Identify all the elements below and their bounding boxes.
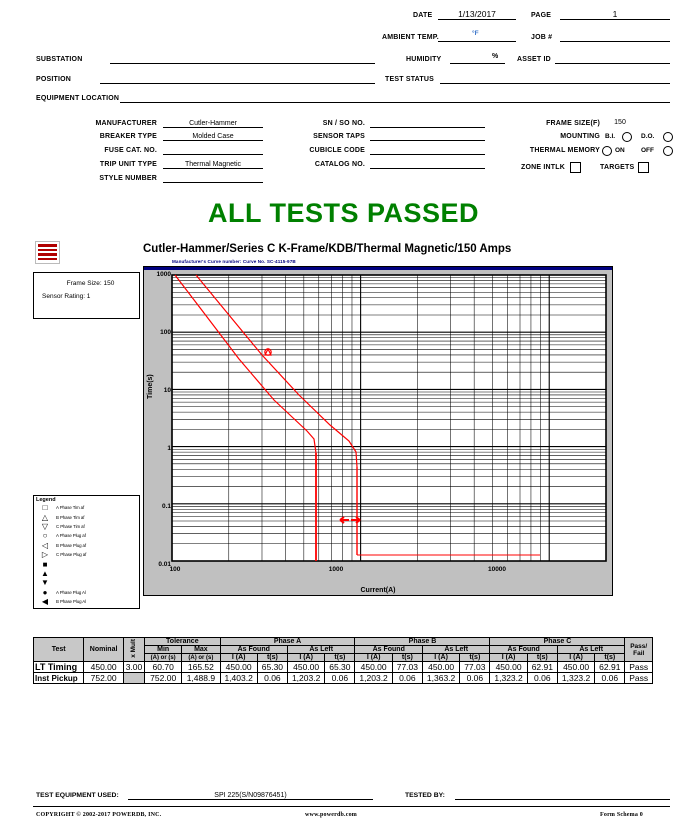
cubicle-code-field[interactable] [370,143,485,155]
cell-c-found-i: 450.00 [490,662,527,673]
cell-c-found-t: 0.06 [527,673,557,684]
trip-unit-value: Thermal Magnetic [184,161,242,168]
thermal-memory-off-label: OFF [641,147,654,154]
unit-max: (A) or (s) [182,654,220,662]
cell-max: 1,488.9 [182,673,220,684]
legend-item [34,559,139,568]
y-tick: 0.1 [161,503,171,510]
manufacturer-value: Cutler-Hammer [189,120,237,127]
filled-triangle-down-icon: ▼ [41,578,49,588]
cell-c-found-t: 62.91 [527,662,557,673]
col-a-as-found: As Found [220,646,287,654]
cell-b-left-t: 77.03 [460,662,490,673]
legend-title: Legend [36,497,56,503]
cell-a-left-i: 450.00 [288,662,325,673]
legend-item [34,578,139,587]
cell-a-left-i: 1,203.2 [288,673,325,684]
cell-b-left-i: 450.00 [422,662,459,673]
cell-c-left-i: 1,323.2 [557,673,594,684]
frame-info-box [33,272,140,319]
unit-c-left-i: I (A) [557,654,594,662]
frame-size-value: 150 [614,119,626,126]
legend-item [34,588,139,597]
thermal-memory-label: THERMAL MEMORY [529,147,600,154]
substation-field[interactable] [110,52,375,64]
zone-intlk-checkbox[interactable] [570,162,581,173]
mounting-bi-radio[interactable] [622,132,632,142]
job-label: JOB # [531,34,553,41]
humidity-unit: % [492,53,499,60]
chart-svg [144,267,612,595]
cell-a-found-t: 65.30 [257,662,287,673]
substation-label: SUBSTATION [36,56,83,63]
triangle-down-icon: ▽ [41,521,49,531]
fuse-cat-label: FUSE CAT. NO. [104,147,157,154]
test-status-field[interactable] [440,72,670,84]
test-equipment-field[interactable] [128,788,373,800]
test-status-label: TEST STATUS [385,76,434,83]
copyright-text: COPYRIGHT © 2002-2017 POWERDB, INC. [36,812,162,818]
legend-item-label: B Phase Plug af [56,542,86,548]
y-tick: 1000 [156,271,171,278]
sensor-rating-info: Sensor Rating: 1 [42,293,91,300]
form-schema-text: Form Schema 0 [600,812,643,818]
legend-item [34,503,139,512]
filled-triangle-left-icon: ◀ [41,597,49,607]
cell-result: Pass [625,662,653,673]
style-number-label: STYLE NUMBER [99,175,157,182]
list-icon-bar [38,249,57,251]
legend-item [34,597,139,606]
legend-item [34,522,139,531]
cell-a-left-t: 0.06 [325,673,355,684]
table-header-row-1 [34,638,653,646]
unit-min: (A) or (s) [145,654,182,662]
thermal-memory-on-radio[interactable] [602,146,612,156]
position-field[interactable] [100,72,375,84]
sensor-taps-field[interactable] [370,129,485,141]
cell-nominal: 752.00 [84,673,123,684]
cell-a-found-t: 0.06 [257,673,287,684]
cell-b-found-t: 77.03 [392,662,422,673]
unit-c-found-t: t(s) [527,654,557,662]
targets-label: TARGETS [600,164,635,171]
breaker-type-value: Molded Case [192,133,234,140]
legend-item [34,512,139,521]
manufacturer-label: MANUFACTURER [95,120,157,127]
square-icon: □ [42,503,48,513]
x-tick: 1000 [328,566,344,573]
page-field[interactable] [560,8,670,20]
cell-c-left-t: 0.06 [595,673,625,684]
cell-a-found-i: 450.00 [220,662,257,673]
x-tick: 100 [169,566,181,573]
tested-by-field[interactable] [455,788,670,800]
unit-b-left-i: I (A) [422,654,459,662]
filled-square-icon: ■ [42,559,48,569]
circle-icon: ○ [42,531,48,541]
col-phase-b: Phase B [355,638,490,646]
legend-item-label: C Phase Tim af [56,523,85,529]
legend-item-label: A Phase Plug af [56,533,86,539]
cell-nominal: 450.00 [84,662,123,673]
col-phase-c: Phase C [490,638,625,646]
date-field[interactable] [438,8,516,20]
triangle-up-icon: △ [41,512,49,522]
chart-subtitle: Manufacturer's Curve number: Curve No. SC-4115-97B [172,259,296,264]
x-tick: 10000 [487,566,507,573]
asset-id-label: ASSET ID [517,56,551,63]
filled-triangle-up-icon: ▲ [41,568,49,578]
breaker-type-field[interactable] [163,129,263,141]
job-field[interactable] [560,30,670,42]
cell-b-found-t: 0.06 [392,673,422,684]
website-link[interactable]: www.powerdb.com [305,812,357,818]
cell-min: 60.70 [145,662,182,673]
chart-title: Cutler-Hammer/Series C K-Frame/KDB/Thermal Magnetic/150 Amps [143,243,512,255]
mounting-label: MOUNTING [560,133,600,140]
legend-item [34,550,139,559]
col-pass-fail: Pass/ Fail [625,638,653,662]
test-equipment-label: TEST EQUIPMENT USED: [36,792,119,799]
col-a-as-left: As Left [288,646,355,654]
cell-mult [123,673,144,684]
y-tick: 1 [167,445,171,452]
col-max: Max [182,646,220,654]
humidity-label: HUMIDITY [406,56,442,63]
y-tick: 10 [163,387,171,394]
cell-b-left-t: 0.06 [460,673,490,684]
cell-test: LT Timing [34,662,84,673]
legend-item [34,541,139,550]
legend-item [34,569,139,578]
col-nominal: Nominal [84,638,123,662]
y-tick: 0.01 [158,561,171,568]
unit-c-left-t: t(s) [595,654,625,662]
tested-by-label: TESTED BY: [405,792,445,799]
col-phase-a: Phase A [220,638,355,646]
col-mult-label: x Mult [129,639,137,658]
equipment-location-label: EQUIPMENT LOCATION [36,95,120,102]
results-table-body [34,662,653,684]
trip-unit-label: TRIP UNIT TYPE [99,161,157,168]
cell-b-found-i: 450.00 [355,662,392,673]
cell-b-left-i: 1,363.2 [422,673,459,684]
chart-legend [33,495,140,609]
unit-a-left-i: I (A) [288,654,325,662]
col-tolerance: Tolerance [145,638,220,646]
legend-item-label: B Phase Plug Al [56,599,86,605]
triangle-right-icon: ▷ [41,550,49,560]
x-axis-label: Current(A) [360,587,396,594]
cell-max: 165.52 [182,662,220,673]
unit-b-found-i: I (A) [355,654,392,662]
tcc-chart[interactable] [143,266,613,596]
cell-c-left-i: 450.00 [557,662,594,673]
col-b-as-left: As Left [422,646,489,654]
style-number-field[interactable] [163,171,263,183]
cell-test: Inst Pickup [34,673,84,684]
frame-size-info: Frame Size: 150 [66,280,115,287]
col-c-as-left: As Left [557,646,624,654]
list-icon-bar [38,244,57,246]
cell-result: Pass [625,673,653,684]
col-mult [123,638,144,662]
sensor-taps-label: SENSOR TAPS [313,133,365,140]
triangle-left-icon: ◁ [41,540,49,550]
thermal-memory-on-label: ON [615,147,625,154]
frame-size-label: FRAME SIZE(F) [546,120,600,127]
y-axis-label: Time(s) [147,374,154,399]
legend-item-label: B Phase Tim af [56,514,85,520]
page-label: PAGE [531,12,552,19]
catalog-no-label: CATALOG NO. [314,161,365,168]
y-tick: 100 [160,329,171,336]
unit-a-left-t: t(s) [325,654,355,662]
unit-b-found-t: t(s) [392,654,422,662]
mounting-do-radio[interactable] [663,132,673,142]
unit-a-found-i: I (A) [220,654,257,662]
cubicle-code-label: CUBICLE CODE [309,147,365,154]
manufacturer-field[interactable] [163,116,263,128]
list-icon-bar [38,258,57,260]
cell-c-left-t: 62.91 [595,662,625,673]
col-b-as-found: As Found [355,646,422,654]
results-table [33,637,653,684]
catalog-no-field[interactable] [370,157,485,169]
thermal-memory-off-radio[interactable] [663,146,673,156]
cell-mult: 3.00 [123,662,144,673]
asset-id-field[interactable] [555,52,670,64]
col-min: Min [145,646,182,654]
unit-a-found-t: t(s) [257,654,287,662]
cell-min: 752.00 [145,673,182,684]
col-test: Test [34,638,84,662]
filled-circle-icon: ● [42,587,48,597]
test-equipment-value: SPI 225(S/N09876451) [214,792,287,799]
list-icon-bar [38,253,57,255]
zone-intlk-label: ZONE INTLK [521,164,565,171]
cell-a-found-i: 1,403.2 [220,673,257,684]
table-row[interactable] [34,673,653,684]
sn-label: SN / SO NO. [322,120,365,127]
mounting-bi-label: B.I. [605,133,616,140]
col-c-as-found: As Found [490,646,557,654]
cell-a-left-t: 65.30 [325,662,355,673]
sn-field[interactable] [370,116,485,128]
unit-c-found-i: I (A) [490,654,527,662]
page-value: 1 [612,9,618,19]
footer-divider [33,806,670,807]
equipment-location-field[interactable] [120,91,670,103]
date-value: 1/13/2017 [458,9,496,19]
cell-c-found-i: 1,323.2 [490,673,527,684]
results-table-head [34,638,653,662]
legend-item-label: C Phase Plug af [56,552,87,558]
trip-unit-field[interactable] [163,157,263,169]
table-row[interactable] [34,662,653,673]
fuse-cat-field[interactable] [163,143,263,155]
targets-checkbox[interactable] [638,162,649,173]
legend-item [34,531,139,540]
legend-item-label: A Phase Tim af [56,505,85,511]
breaker-type-label: BREAKER TYPE [99,133,157,140]
ambient-temp-unit: °F [472,30,479,37]
legend-item-label: A Phase Plug Al [56,589,86,595]
unit-b-left-t: t(s) [460,654,490,662]
mounting-do-label: D.O. [641,133,655,140]
ambient-temp-label: AMBIENT TEMP. [382,34,439,41]
list-icon[interactable] [35,241,60,264]
date-label: DATE [413,12,433,19]
cell-b-found-i: 1,203.2 [355,673,392,684]
position-label: POSITION [36,76,72,83]
all-tests-passed-banner: ALL TESTS PASSED [207,198,480,228]
